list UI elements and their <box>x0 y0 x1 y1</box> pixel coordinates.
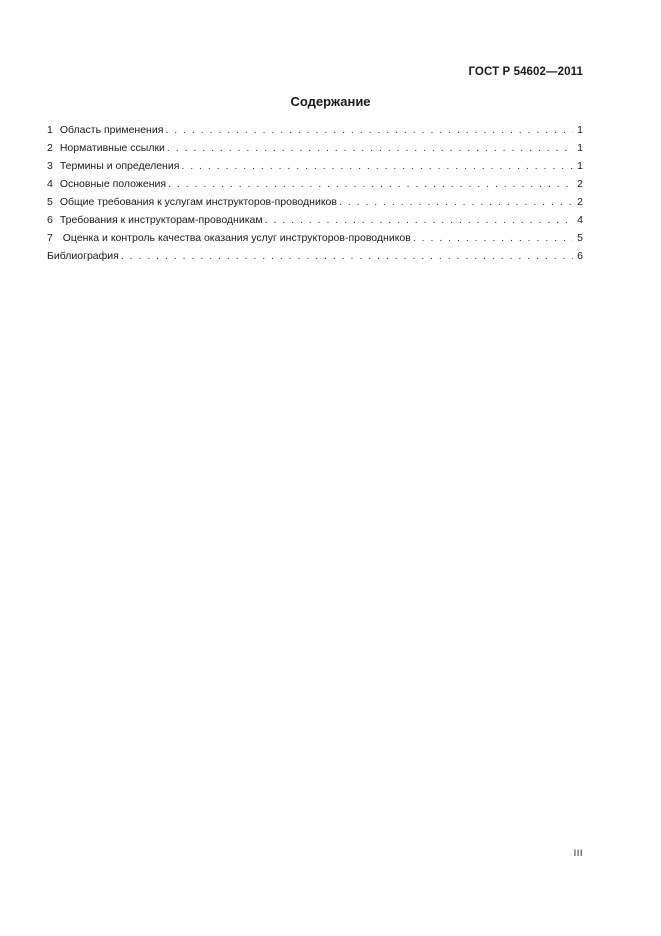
dot-leader <box>265 211 573 229</box>
dot-leader <box>413 229 573 247</box>
toc-entry-bibliography[interactable] <box>47 247 583 265</box>
page-number: III <box>573 848 583 859</box>
toc-entry-label: Общие требования к услугам инструкторов-проводников <box>59 196 337 208</box>
toc-entry-instructor-requirements[interactable] <box>47 211 583 229</box>
toc-title: Содержание <box>290 94 371 109</box>
toc-entry-page: 2 <box>577 178 583 190</box>
dot-leader <box>165 121 573 139</box>
toc-entry-scope[interactable] <box>47 121 583 139</box>
toc-entry-number: 5 <box>47 196 53 208</box>
toc-entry-page: 1 <box>577 124 583 136</box>
dot-leader <box>167 139 573 157</box>
toc-entry-number: 1 <box>47 124 53 136</box>
toc-entry-page: 2 <box>577 196 583 208</box>
table-of-contents <box>47 121 583 265</box>
toc-entry-number: 6 <box>47 214 53 226</box>
dot-leader <box>339 193 573 211</box>
toc-entry-label: Требования к инструкторам-проводникам <box>59 214 263 226</box>
toc-entry-page: 1 <box>577 160 583 172</box>
toc-entry-label: Библиография <box>47 250 119 262</box>
dot-leader <box>181 157 573 175</box>
dot-leader <box>121 247 573 265</box>
toc-entry-page: 5 <box>577 232 583 244</box>
toc-entry-number: 4 <box>47 178 53 190</box>
toc-entry-label: Область применения <box>59 124 164 136</box>
toc-entry-page: 6 <box>577 250 583 262</box>
toc-entry-number: 2 <box>47 142 53 154</box>
toc-entry-terms[interactable] <box>47 157 583 175</box>
toc-entry-normative-references[interactable] <box>47 139 583 157</box>
toc-entry-label: Оценка и контроль качества оказания услуг инструкторов-проводников <box>59 232 411 244</box>
toc-entry-page: 1 <box>577 142 583 154</box>
toc-entry-basic-provisions[interactable] <box>47 175 583 193</box>
toc-entry-general-requirements[interactable] <box>47 193 583 211</box>
toc-entry-label: Основные положения <box>59 178 167 190</box>
dot-leader <box>168 175 573 193</box>
toc-entry-number: 3 <box>47 160 53 172</box>
toc-entry-label: Нормативные ссылки <box>59 142 165 154</box>
toc-entry-quality-assessment[interactable] <box>47 229 583 247</box>
document-code: ГОСТ Р 54602—2011 <box>468 66 583 78</box>
toc-entry-page: 4 <box>577 214 583 226</box>
toc-entry-number: 7 <box>47 232 53 244</box>
toc-entry-label: Термины и определения <box>59 160 180 172</box>
